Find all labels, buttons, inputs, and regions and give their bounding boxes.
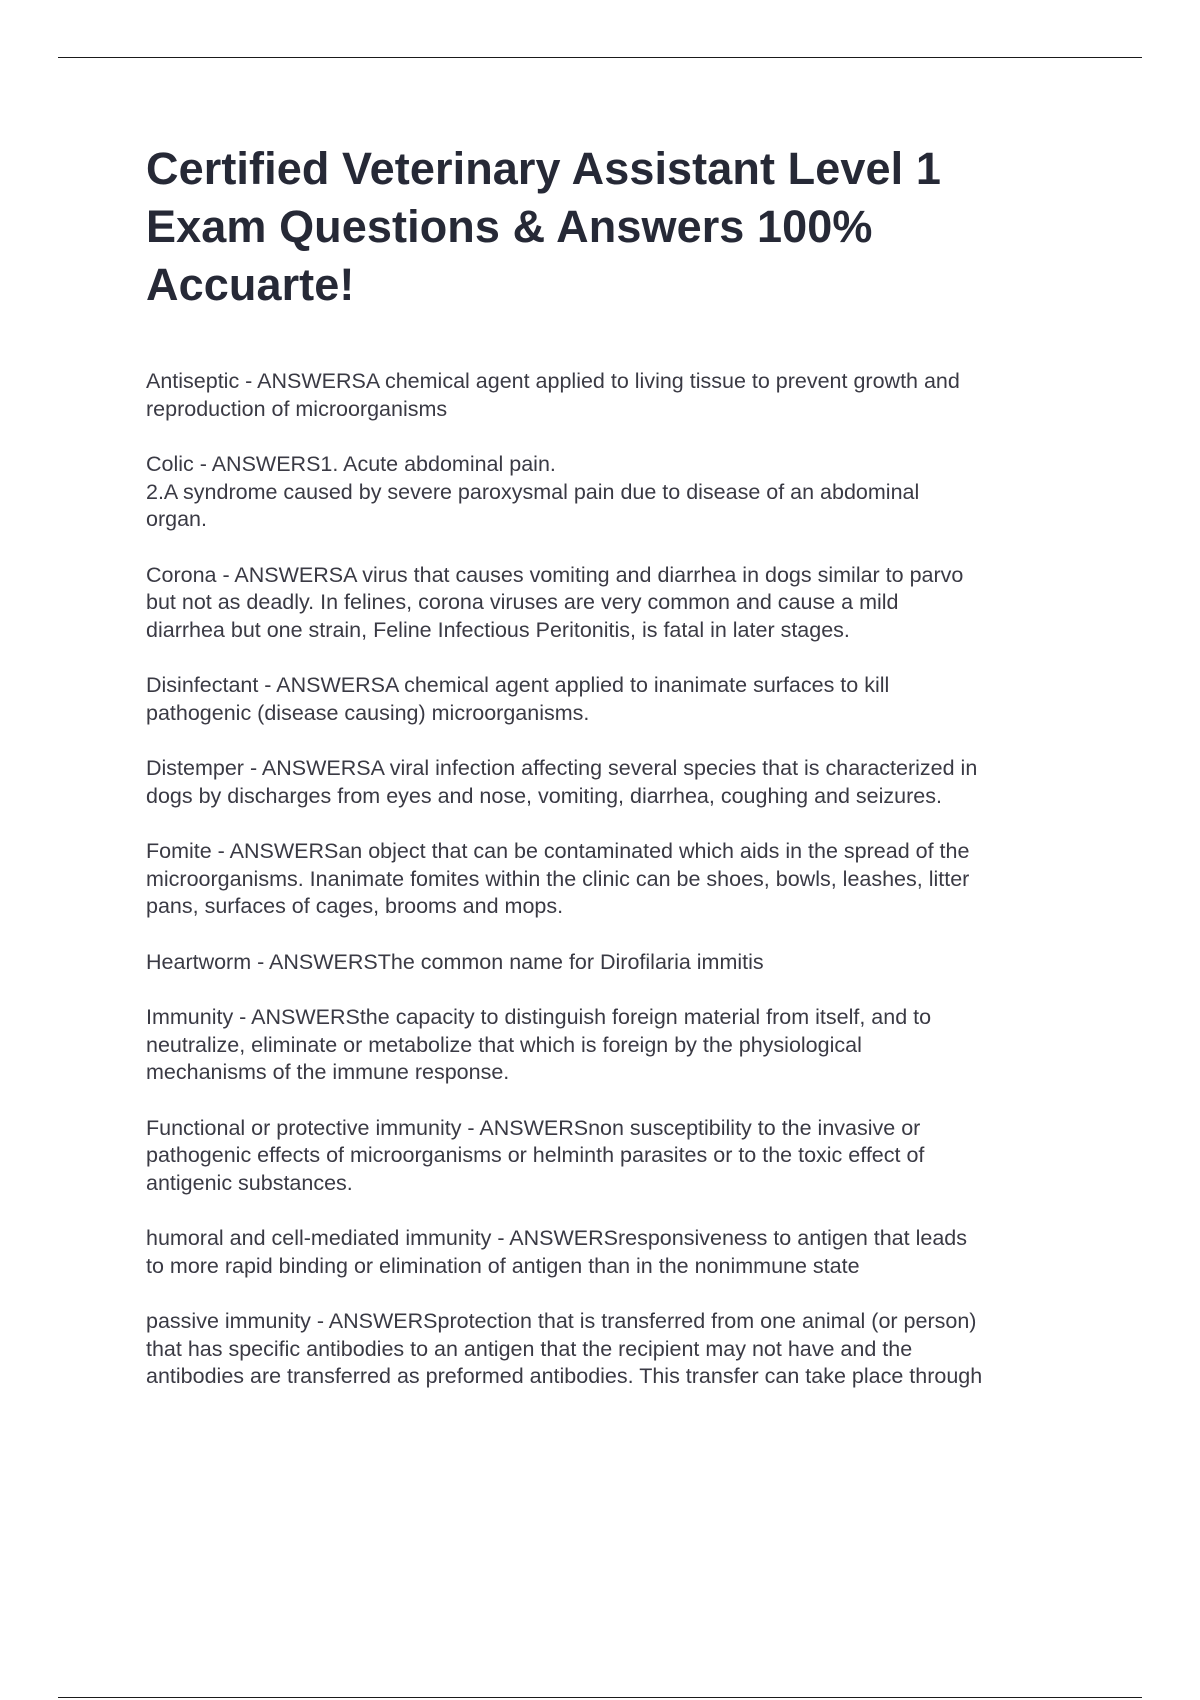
qa-entry-heartworm bbox=[146, 949, 1096, 977]
entry-line: Colic - ANSWERS1. Acute abdominal pain. bbox=[146, 452, 556, 476]
qa-entry-humoral-immunity bbox=[146, 1225, 1096, 1280]
qa-entry-corona bbox=[146, 562, 1096, 645]
entry-line: 2.A syndrome caused by severe paroxysmal pain due to disease of an abdominal bbox=[146, 479, 920, 504]
entry-line: Immunity - ANSWERSthe capacity to distinguish foreign material from itself, and to bbox=[146, 1005, 932, 1029]
document-body bbox=[146, 140, 1096, 1419]
qa-entry-passive-immunity bbox=[146, 1308, 1096, 1391]
entry-line: diarrhea but one strain, Feline Infectious Peritonitis, is fatal in later stages. bbox=[146, 617, 850, 642]
qa-entry-fomite bbox=[146, 838, 1096, 921]
qa-entry-colic bbox=[146, 451, 1096, 534]
entry-line: Corona - ANSWERSA virus that causes vomiting and diarrhea in dogs similar to parvo bbox=[146, 562, 964, 587]
entry-line: microorganisms. Inanimate fomites within the clinic can be shoes, bowls, leashes, litter bbox=[146, 866, 970, 891]
qa-entry-disinfectant bbox=[146, 672, 1096, 727]
entry-line: Heartworm - ANSWERSThe common name for Dirofilaria immitis bbox=[146, 949, 764, 974]
entry-line: passive immunity - ANSWERSprotection that is transferred from one animal (or person) bbox=[146, 1309, 977, 1333]
entry-line: Distemper - ANSWERSA viral infection affecting several species that is characterized in bbox=[146, 756, 978, 780]
entry-line: antibodies are transferred as preformed antibodies. This transfer can take place through bbox=[146, 1364, 983, 1388]
entry-line: reproduction of microorganisms bbox=[146, 396, 448, 421]
entry-line: Fomite - ANSWERSan object that can be contaminated which aids in the spread of the bbox=[146, 839, 970, 863]
entry-line: that has specific antibodies to an antigen that the recipient may not have and the bbox=[146, 1336, 913, 1361]
document-title bbox=[146, 140, 1096, 314]
qa-entry-antiseptic bbox=[146, 368, 1096, 423]
bottom-rule bbox=[58, 1697, 1142, 1698]
entry-line: Functional or protective immunity - ANSWERSnon susceptibility to the invasive or bbox=[146, 1115, 921, 1140]
entry-line: dogs by discharges from eyes and nose, vomiting, diarrhea, coughing and seizures. bbox=[146, 783, 942, 808]
entry-line: antigenic substances. bbox=[146, 1170, 353, 1195]
title-line: Accuarte! bbox=[146, 259, 355, 310]
entry-line: pathogenic effects of microorganisms or helminth parasites or to the toxic effect of bbox=[146, 1143, 925, 1167]
entry-line: neutralize, eliminate or metabolize that which is foreign by the physiological bbox=[146, 1032, 862, 1057]
entry-line: pans, surfaces of cages, brooms and mops. bbox=[146, 894, 564, 918]
entry-line: humoral and cell-mediated immunity - ANSWERSresponsiveness to antigen that leads bbox=[146, 1226, 967, 1250]
qa-entry-functional-immunity bbox=[146, 1115, 1096, 1198]
entry-line: Antiseptic - ANSWERSA chemical agent applied to living tissue to prevent growth and bbox=[146, 369, 960, 393]
entry-line: pathogenic (disease causing) microorganisms. bbox=[146, 700, 590, 725]
title-line: Certified Veterinary Assistant Level 1 bbox=[146, 143, 941, 194]
title-line: Exam Questions & Answers 100% bbox=[146, 201, 873, 252]
entry-line: Disinfectant - ANSWERSA chemical agent applied to inanimate surfaces to kill bbox=[146, 673, 890, 697]
qa-entry-immunity bbox=[146, 1004, 1096, 1087]
entry-line: mechanisms of the immune response. bbox=[146, 1060, 510, 1084]
qa-entry-distemper bbox=[146, 755, 1096, 810]
top-rule bbox=[58, 57, 1142, 58]
qa-entries bbox=[146, 368, 1096, 1391]
entry-line: to more rapid binding or elimination of antigen than in the nonimmune state bbox=[146, 1253, 860, 1278]
entry-line: but not as deadly. In felines, corona viruses are very common and cause a mild bbox=[146, 590, 899, 614]
entry-line: organ. bbox=[146, 507, 207, 531]
